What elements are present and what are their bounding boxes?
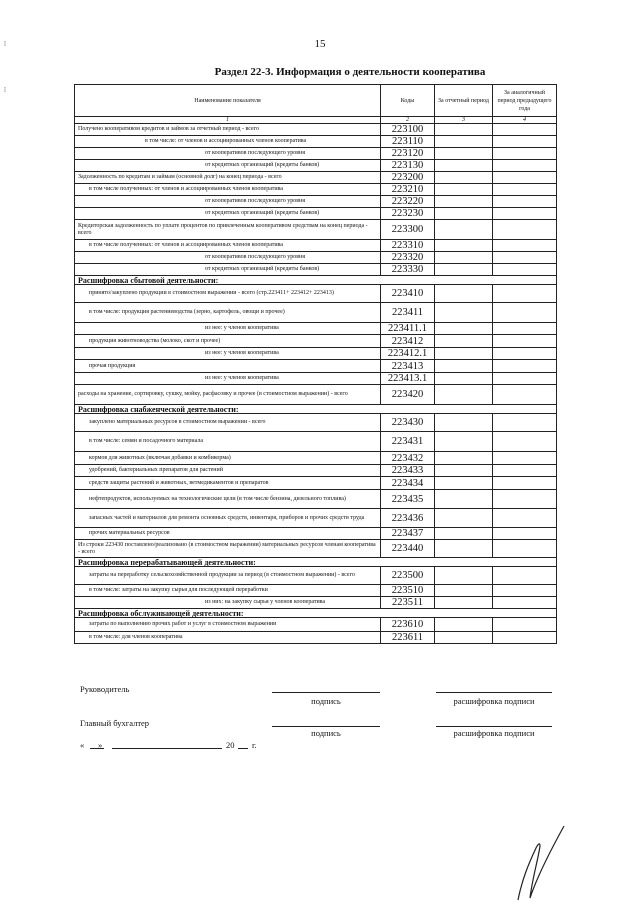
table-row [75,252,557,264]
table-row [75,348,557,360]
previous-period-cell[interactable] [493,148,557,160]
table-row [75,360,557,373]
current-period-cell[interactable] [435,452,493,465]
row-code: 223510 [381,585,435,597]
previous-period-cell[interactable] [493,509,557,528]
row-label: затраты на переработку сельскохозяйственной продукции за период (в стоимостном выражении) - всего [75,567,381,585]
previous-period-cell[interactable] [493,597,557,609]
table-row [75,240,557,252]
table-row [75,528,557,540]
accountant-signature-line[interactable] [272,726,380,727]
current-period-cell[interactable] [435,632,493,644]
date-month-line[interactable] [112,748,222,749]
previous-period-cell[interactable] [493,124,557,136]
head-signature-line[interactable] [272,692,380,693]
current-period-cell[interactable] [435,220,493,240]
row-label: из нее: у членов кооператива [75,373,381,385]
table-row [75,264,557,276]
table-row [75,136,557,148]
row-code: 223200 [381,172,435,184]
head-signature-caption: подпись [311,696,341,706]
row-label: расходы на хранение, сортировку, сушку, мойку, расфасовку и прочее (в стоимостном выражении) - всего [75,385,381,405]
table-row [75,490,557,509]
row-label: запасных частей и материалов для ремонта основных средств, инвентаря, приборов и прочих средств труда [75,509,381,528]
table-row [75,160,557,172]
row-label: от кооперативов последующего уровня [75,196,381,208]
row-label: прочих материальных ресурсов [75,528,381,540]
row-code: 223434 [381,477,435,490]
page-title: Раздел 22-3. Информация о деятельности кооператива [214,66,486,78]
previous-period-cell[interactable] [493,184,557,196]
head-decode-line[interactable] [436,692,552,693]
accountant-signature-caption: подпись [311,728,341,738]
current-period-cell[interactable] [435,303,493,323]
current-period-cell[interactable] [435,208,493,220]
previous-period-cell[interactable] [493,285,557,303]
current-period-cell[interactable] [435,184,493,196]
current-period-cell[interactable] [435,360,493,373]
section-heading: Расшифровка сбытовой деятельности: [75,276,557,285]
previous-period-cell[interactable] [493,303,557,323]
row-label: Из строки 223430 поставлено/реализовано (в стоимостном выражении) материальных ресурсов членам кооператива - всего [75,540,381,558]
current-period-cell[interactable] [435,148,493,160]
row-label: принято/закуплено продукции в стоимостном выражении - всего (стр.223411+ 223412+ 223413) [75,285,381,303]
row-code: 223436 [381,509,435,528]
row-code: 223437 [381,528,435,540]
section-heading: Расшифровка снабженческой деятельности: [75,405,557,414]
previous-period-cell[interactable] [493,632,557,644]
row-code: 223220 [381,196,435,208]
row-code: 223610 [381,618,435,632]
table-row [75,303,557,323]
current-period-cell[interactable] [435,373,493,385]
row-label: от кредитных организаций (кредиты банков) [75,160,381,172]
previous-period-cell[interactable] [493,585,557,597]
date-year-line[interactable] [238,748,248,749]
current-period-cell[interactable] [435,264,493,276]
row-label: от кредитных организаций (кредиты банков) [75,264,381,276]
table-row [75,285,557,303]
header-name: Наименование показателя [75,85,381,117]
previous-period-cell[interactable] [493,252,557,264]
row-label: Получено кооперативом кредитов и займов за отчетный период - всего [75,124,381,136]
row-label: Кредиторская задолженность по уплате процентов по привлеченным кооперативом средствам на конец периода - всего [75,220,381,240]
current-period-cell[interactable] [435,348,493,360]
current-period-cell[interactable] [435,285,493,303]
table-row [75,432,557,452]
table-row [75,465,557,477]
row-code: 223511 [381,597,435,609]
current-period-cell[interactable] [435,240,493,252]
row-label: нефтепродуктов, используемых на технологические цели (в том числе бензина, дизельного топлива) [75,490,381,509]
previous-period-cell[interactable] [493,172,557,184]
column-number: 1 [75,117,381,124]
row-code: 223411.1 [381,323,435,335]
row-code: 223412.1 [381,348,435,360]
row-label: средств защиты растений и животных, ветмедикаментов и препаратов [75,477,381,490]
section-row [75,609,557,618]
margin-mark: ⁞ [4,40,6,48]
row-code: 223433 [381,465,435,477]
current-period-cell[interactable] [435,465,493,477]
previous-period-cell[interactable] [493,196,557,208]
current-period-cell[interactable] [435,136,493,148]
table-row [75,585,557,597]
row-label: в том числе: продукция растениеводства (зерно, картофель, овощи и прочее) [75,303,381,323]
table-row [75,477,557,490]
row-label: кормов для животных (включая добавки и комбикорма) [75,452,381,465]
previous-period-cell[interactable] [493,452,557,465]
margin-mark: ⁞ [4,86,6,94]
current-period-cell[interactable] [435,618,493,632]
table-row [75,567,557,585]
previous-period-cell[interactable] [493,264,557,276]
table-row [75,335,557,348]
header-current: За отчетный период [435,85,493,117]
column-number: 2 [381,117,435,124]
row-code: 223130 [381,160,435,172]
row-label: закуплено материальных ресурсов в стоимостном выражении - всего [75,414,381,432]
row-code: 223435 [381,490,435,509]
previous-period-cell[interactable] [493,323,557,335]
current-period-cell[interactable] [435,196,493,208]
previous-period-cell[interactable] [493,335,557,348]
table-row [75,385,557,405]
row-code: 223500 [381,567,435,585]
current-period-cell[interactable] [435,160,493,172]
previous-period-cell[interactable] [493,567,557,585]
row-label: в том числе: семян и посадочного материала [75,432,381,452]
table-row [75,597,557,609]
row-label: в том числе: затраты на закупку сырья для последующей переработки [75,585,381,597]
section-heading: Расшифровка обслуживающей деятельности: [75,609,557,618]
previous-period-cell[interactable] [493,136,557,148]
accountant-label: Главный бухгалтер [80,718,150,728]
row-code: 223100 [381,124,435,136]
table-row [75,148,557,160]
current-period-cell[interactable] [435,414,493,432]
previous-period-cell[interactable] [493,208,557,220]
current-period-cell[interactable] [435,509,493,528]
page-number: 15 [314,38,326,50]
row-code: 223432 [381,452,435,465]
date-close-quote: » [98,740,103,750]
previous-period-cell[interactable] [493,240,557,252]
row-label: в том числе полученных: от членов и ассоциированных членов кооператива [75,240,381,252]
row-code: 223300 [381,220,435,240]
row-code: 223413 [381,360,435,373]
row-code: 223440 [381,540,435,558]
table-row [75,184,557,196]
previous-period-cell[interactable] [493,414,557,432]
row-label: от кооперативов последующего уровня [75,252,381,264]
row-code: 223412 [381,335,435,348]
row-code: 223411 [381,303,435,323]
current-period-cell[interactable] [435,323,493,335]
current-period-cell[interactable] [435,335,493,348]
column-number: 4 [493,117,557,124]
row-code: 223420 [381,385,435,405]
previous-period-cell[interactable] [493,160,557,172]
report-table [74,84,557,644]
current-period-cell[interactable] [435,477,493,490]
current-period-cell[interactable] [435,585,493,597]
row-label: от кооперативов последующего уровня [75,148,381,160]
current-period-cell[interactable] [435,172,493,184]
previous-period-cell[interactable] [493,490,557,509]
current-period-cell[interactable] [435,540,493,558]
previous-period-cell[interactable] [493,465,557,477]
accountant-decode-line[interactable] [436,726,552,727]
previous-period-cell[interactable] [493,528,557,540]
row-label: прочая продукция [75,360,381,373]
table-row [75,618,557,632]
row-label: удобрений, бактериальных препаратов для растений [75,465,381,477]
date-open-quote: « [80,740,85,750]
row-label: от кредитных организаций (кредиты банков) [75,208,381,220]
table-row [75,196,557,208]
previous-period-cell[interactable] [493,477,557,490]
row-label: в том числе полученных: от членов и ассоциированных членов кооператива [75,184,381,196]
current-period-cell[interactable] [435,432,493,452]
previous-period-cell[interactable] [493,373,557,385]
row-label: в том числе: от членов и ассоциированных членов кооператива [75,136,381,148]
section-heading: Расшифровка перерабатывающей деятельности: [75,558,557,567]
row-code: 223310 [381,240,435,252]
row-code: 223410 [381,285,435,303]
previous-period-cell[interactable] [493,220,557,240]
table-row [75,509,557,528]
table-row [75,540,557,558]
row-code: 223611 [381,632,435,644]
table-row [75,632,557,644]
head-decode-caption: расшифровка подписи [453,696,535,706]
previous-period-cell[interactable] [493,540,557,558]
previous-period-cell[interactable] [493,348,557,360]
column-number: 3 [435,117,493,124]
current-period-cell[interactable] [435,567,493,585]
row-label: из нее: у членов кооператива [75,348,381,360]
section-row [75,276,557,285]
current-period-cell[interactable] [435,597,493,609]
current-period-cell[interactable] [435,528,493,540]
previous-period-cell[interactable] [493,360,557,373]
row-code: 223431 [381,432,435,452]
row-code: 223430 [381,414,435,432]
table-row [75,373,557,385]
row-code: 223210 [381,184,435,196]
head-label: Руководитель [80,684,130,694]
header-code: Коды [381,85,435,117]
row-code: 223330 [381,264,435,276]
previous-period-cell[interactable] [493,385,557,405]
table-row [75,172,557,184]
current-period-cell[interactable] [435,252,493,264]
previous-period-cell[interactable] [493,618,557,632]
row-label: из нее: у членов кооператива [75,323,381,335]
table-row [75,452,557,465]
row-label: затраты по выполнению прочих работ и услуг в стоимостном выражении [75,618,381,632]
row-code: 223230 [381,208,435,220]
accountant-decode-caption: расшифровка подписи [453,728,535,738]
row-code: 223320 [381,252,435,264]
table-row [75,414,557,432]
row-code: 223413.1 [381,373,435,385]
current-period-cell[interactable] [435,490,493,509]
table-body [75,124,557,644]
table-row [75,323,557,335]
date-year-prefix: 20 [226,740,235,750]
row-label: в том числе: для членов кооператива [75,632,381,644]
row-label: Задолженность по кредитам и займам (основной долг) на конец периода - всего [75,172,381,184]
section-row [75,558,557,567]
table-row [75,220,557,240]
header-previous: За аналогичный период предыдущего года [493,85,557,117]
section-row [75,405,557,414]
row-label: продукция животноводства (молоко, скот и прочее) [75,335,381,348]
table-row [75,208,557,220]
row-code: 223120 [381,148,435,160]
date-year-suffix: г. [252,740,257,750]
row-label: из них: на закупку сырья у членов кооператива [75,597,381,609]
row-code: 223110 [381,136,435,148]
current-period-cell[interactable] [435,124,493,136]
previous-period-cell[interactable] [493,432,557,452]
handwritten-mark [480,820,580,905]
current-period-cell[interactable] [435,385,493,405]
table-row [75,124,557,136]
